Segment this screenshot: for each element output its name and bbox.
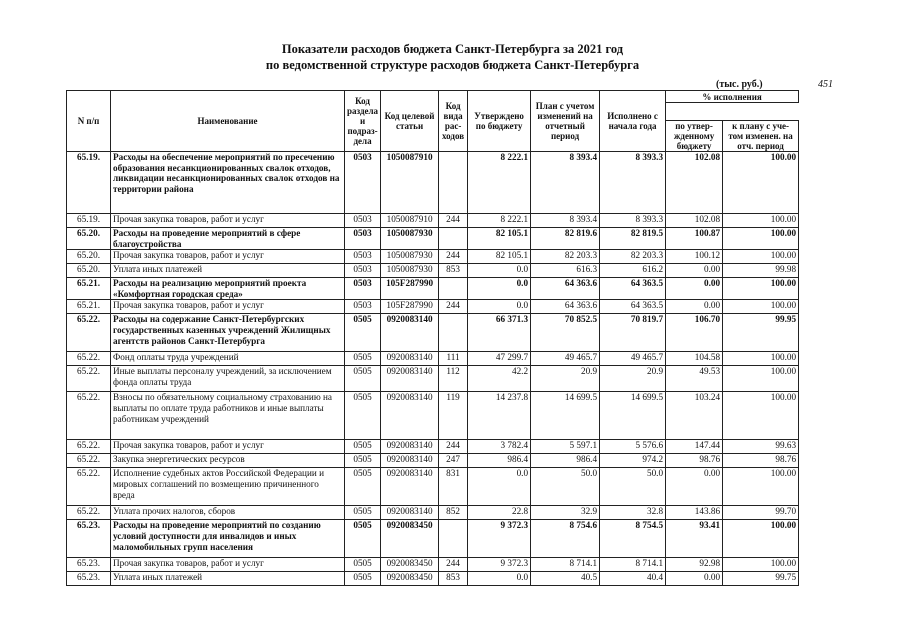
row-pct-plan: 99.63: [723, 440, 799, 454]
row-name: Закупка энергетических ресурсов: [111, 454, 345, 468]
document-title-line-1: Показатели расходов бюджета Санкт-Петербурга за 2021 год: [281, 42, 624, 56]
row-number: 65.22.: [67, 366, 111, 392]
row-pct-plan: 100.00: [723, 468, 799, 506]
row-plan: 82 819.6: [531, 228, 600, 250]
row-plan: 40.5: [531, 572, 600, 586]
row-target-code: 0920083140: [381, 314, 439, 352]
row-section-code: 0503: [345, 228, 381, 250]
row-executed: 20.9: [600, 366, 666, 392]
row-section-code: 0505: [345, 314, 381, 352]
row-kind-code: 244: [439, 250, 468, 264]
row-name: Уплата иных платежей: [111, 572, 345, 586]
header-pct-approved: по утвер-жденному бюджету: [666, 121, 723, 152]
row-pct-plan: 100.00: [723, 558, 799, 572]
row-pct-approved: 93.41: [666, 520, 723, 558]
row-target-code: 1050087930: [381, 250, 439, 264]
row-approved: 986.4: [468, 454, 531, 468]
row-pct-approved: 49.53: [666, 366, 723, 392]
row-name: Расходы на обеспечение мероприятий по пресечению образования несанкционированных свалок отходов, ликвидации несанкционированных свалок отходов на территории района: [111, 152, 345, 214]
row-pct-approved: 104.58: [666, 352, 723, 366]
row-number: 65.21.: [67, 278, 111, 300]
header-executed: Исполнено с начала года: [600, 91, 666, 152]
row-number: 65.19.: [67, 214, 111, 228]
table-row: [67, 278, 799, 300]
row-target-code: 0920083450: [381, 520, 439, 558]
row-number: 65.22.: [67, 352, 111, 366]
row-section-code: 0503: [345, 264, 381, 278]
row-executed: 40.4: [600, 572, 666, 586]
table-row: [67, 506, 799, 520]
row-section-code: 0503: [345, 214, 381, 228]
row-kind-code: 119: [439, 392, 468, 440]
row-plan: 8 393.4: [531, 152, 600, 214]
row-pct-approved: 143.86: [666, 506, 723, 520]
row-executed: 8 393.3: [600, 214, 666, 228]
row-executed: 50.0: [600, 468, 666, 506]
table-row: [67, 454, 799, 468]
row-pct-approved: 98.76: [666, 454, 723, 468]
row-pct-plan: 100.00: [723, 152, 799, 214]
row-pct-plan: 100.00: [723, 520, 799, 558]
table-row: [67, 572, 799, 586]
row-section-code: 0505: [345, 352, 381, 366]
document-title-line-2: по ведомственной структуре расходов бюджета Санкт-Петербурга: [265, 58, 640, 72]
row-approved: 3 782.4: [468, 440, 531, 454]
row-plan: 14 699.5: [531, 392, 600, 440]
row-target-code: 0920083140: [381, 454, 439, 468]
row-kind-code: 852: [439, 506, 468, 520]
row-pct-approved: 0.00: [666, 572, 723, 586]
row-executed: 64 363.5: [600, 300, 666, 314]
row-executed: 82 819.5: [600, 228, 666, 250]
row-number: 65.21.: [67, 300, 111, 314]
row-target-code: 0920083140: [381, 352, 439, 366]
row-executed: 32.8: [600, 506, 666, 520]
table-row: [67, 300, 799, 314]
table-row: [67, 366, 799, 392]
row-name: Прочая закупка товаров, работ и услуг: [111, 214, 345, 228]
row-pct-approved: 106.70: [666, 314, 723, 352]
row-pct-plan: 100.00: [723, 214, 799, 228]
table-row: [67, 152, 799, 214]
header-num: N п/п: [67, 91, 111, 152]
row-approved: 0.0: [468, 264, 531, 278]
row-section-code: 0505: [345, 454, 381, 468]
table-row: [67, 250, 799, 264]
row-name: Взносы по обязательному социальному страхованию на выплаты по оплате труда работников и иные выплаты работникам учреждений: [111, 392, 345, 440]
row-section-code: 0505: [345, 366, 381, 392]
header-kind-code: Код вида рас-ходов: [439, 91, 468, 152]
row-kind-code: 244: [439, 440, 468, 454]
row-section-code: 0505: [345, 558, 381, 572]
row-approved: 8 222.1: [468, 152, 531, 214]
row-pct-plan: 99.95: [723, 314, 799, 352]
row-pct-approved: 0.00: [666, 264, 723, 278]
row-approved: 9 372.3: [468, 520, 531, 558]
row-name: Расходы на проведение мероприятий по созданию условий доступности для инвалидов и иных маломобильных групп населения: [111, 520, 345, 558]
row-pct-plan: 100.00: [723, 228, 799, 250]
row-plan: 8 754.6: [531, 520, 600, 558]
row-approved: 82 105.1: [468, 228, 531, 250]
row-kind-code: [439, 520, 468, 558]
table-row: [67, 468, 799, 506]
row-number: 65.23.: [67, 572, 111, 586]
row-pct-approved: 0.00: [666, 278, 723, 300]
row-pct-approved: 0.00: [666, 300, 723, 314]
row-pct-approved: 102.08: [666, 214, 723, 228]
row-executed: 974.2: [600, 454, 666, 468]
row-executed: 49 465.7: [600, 352, 666, 366]
row-pct-plan: 100.00: [723, 366, 799, 392]
row-kind-code: [439, 314, 468, 352]
header-pct-plan: к плану с уче-том изменен. на отч. период: [723, 121, 799, 152]
row-plan: 8 393.4: [531, 214, 600, 228]
row-plan: 986.4: [531, 454, 600, 468]
header-name: Наименование: [111, 91, 345, 152]
row-pct-plan: 100.00: [723, 392, 799, 440]
row-pct-plan: 100.00: [723, 278, 799, 300]
row-kind-code: 853: [439, 264, 468, 278]
row-target-code: 105F287990: [381, 278, 439, 300]
row-plan: 49 465.7: [531, 352, 600, 366]
row-number: 65.22.: [67, 314, 111, 352]
row-kind-code: 831: [439, 468, 468, 506]
row-approved: 47 299.7: [468, 352, 531, 366]
row-name: Расходы на реализацию мероприятий проекта «Комфортная городская среда»: [111, 278, 345, 300]
header-section-code: Код раздела и подраз-дела: [345, 91, 381, 152]
table-row: [67, 264, 799, 278]
row-kind-code: 247: [439, 454, 468, 468]
row-target-code: 0920083140: [381, 468, 439, 506]
row-executed: 8 393.3: [600, 152, 666, 214]
row-target-code: 0920083140: [381, 392, 439, 440]
row-kind-code: 853: [439, 572, 468, 586]
row-name: Прочая закупка товаров, работ и услуг: [111, 250, 345, 264]
row-name: Расходы на содержание Санкт-Петербургских государственных казенных учреждений Жилищных агентств районов Санкт-Петербурга: [111, 314, 345, 352]
row-approved: 8 222.1: [468, 214, 531, 228]
row-approved: 82 105.1: [468, 250, 531, 264]
row-pct-approved: 102.08: [666, 152, 723, 214]
row-pct-approved: 100.87: [666, 228, 723, 250]
table-row: [67, 520, 799, 558]
row-number: 65.22.: [67, 506, 111, 520]
table-row: [67, 392, 799, 440]
row-pct-approved: 103.24: [666, 392, 723, 440]
row-name: Прочая закупка товаров, работ и услуг: [111, 440, 345, 454]
row-kind-code: [439, 152, 468, 214]
row-name: Прочая закупка товаров, работ и услуг: [111, 558, 345, 572]
row-pct-plan: 100.00: [723, 300, 799, 314]
row-section-code: 0503: [345, 152, 381, 214]
row-number: 65.20.: [67, 250, 111, 264]
row-number: 65.22.: [67, 468, 111, 506]
row-section-code: 0505: [345, 572, 381, 586]
row-plan: 32.9: [531, 506, 600, 520]
row-name: Фонд оплаты труда учреждений: [111, 352, 345, 366]
row-number: 65.22.: [67, 392, 111, 440]
page-number: 451: [818, 79, 833, 90]
row-name: Исполнение судебных актов Российской Федерации и мировых соглашений по возмещению причиненного вреда: [111, 468, 345, 506]
row-pct-approved: 0.00: [666, 468, 723, 506]
row-kind-code: 111: [439, 352, 468, 366]
row-pct-plan: 100.00: [723, 250, 799, 264]
table-row: [67, 314, 799, 352]
row-target-code: 1050087910: [381, 214, 439, 228]
header-plan: План с учетом изменений на отчетный период: [531, 91, 600, 152]
row-pct-approved: 100.12: [666, 250, 723, 264]
row-number: 65.20.: [67, 264, 111, 278]
header-approved: Утверждено по бюджету: [468, 91, 531, 152]
row-target-code: 1050087930: [381, 228, 439, 250]
row-number: 65.23.: [67, 520, 111, 558]
row-kind-code: 112: [439, 366, 468, 392]
row-name: Уплата иных платежей: [111, 264, 345, 278]
row-executed: 70 819.7: [600, 314, 666, 352]
row-pct-plan: 99.70: [723, 506, 799, 520]
row-plan: 82 203.3: [531, 250, 600, 264]
table-row: [67, 440, 799, 454]
units-label: (тыс. руб.): [716, 79, 763, 90]
row-section-code: 0505: [345, 440, 381, 454]
row-approved: 66 371.3: [468, 314, 531, 352]
row-number: 65.23.: [67, 558, 111, 572]
row-pct-approved: 92.98: [666, 558, 723, 572]
row-plan: 50.0: [531, 468, 600, 506]
table-row: [67, 228, 799, 250]
row-pct-plan: 100.00: [723, 352, 799, 366]
row-section-code: 0503: [345, 300, 381, 314]
row-section-code: 0503: [345, 278, 381, 300]
row-target-code: 1050087910: [381, 152, 439, 214]
row-kind-code: 244: [439, 558, 468, 572]
header-target-code: Код целевой статьи: [381, 91, 439, 152]
row-name: Уплата прочих налогов, сборов: [111, 506, 345, 520]
row-number: 65.22.: [67, 454, 111, 468]
row-pct-plan: 98.76: [723, 454, 799, 468]
row-section-code: 0503: [345, 250, 381, 264]
row-section-code: 0505: [345, 506, 381, 520]
row-plan: 70 852.5: [531, 314, 600, 352]
row-plan: 616.3: [531, 264, 600, 278]
budget-table: [66, 90, 799, 586]
row-target-code: 0920083140: [381, 440, 439, 454]
row-target-code: 0920083140: [381, 366, 439, 392]
row-kind-code: [439, 228, 468, 250]
header-pct-group: % исполнения: [666, 91, 799, 103]
row-executed: 64 363.5: [600, 278, 666, 300]
row-number: 65.19.: [67, 152, 111, 214]
row-executed: 82 203.3: [600, 250, 666, 264]
row-section-code: 0505: [345, 468, 381, 506]
row-target-code: 0920083450: [381, 572, 439, 586]
row-approved: 9 372.3: [468, 558, 531, 572]
row-name: Иные выплаты персоналу учреждений, за исключением фонда оплаты труда: [111, 366, 345, 392]
row-section-code: 0505: [345, 520, 381, 558]
row-plan: 20.9: [531, 366, 600, 392]
row-approved: 42.2: [468, 366, 531, 392]
row-pct-plan: 99.75: [723, 572, 799, 586]
row-plan: 64 363.6: [531, 300, 600, 314]
row-plan: 8 714.1: [531, 558, 600, 572]
row-name: Расходы на проведение мероприятий в сфере благоустройства: [111, 228, 345, 250]
row-approved: 14 237.8: [468, 392, 531, 440]
table-row: [67, 352, 799, 366]
row-target-code: 105F287990: [381, 300, 439, 314]
row-executed: 5 576.6: [600, 440, 666, 454]
row-executed: 616.2: [600, 264, 666, 278]
row-approved: 0.0: [468, 572, 531, 586]
row-approved: 0.0: [468, 300, 531, 314]
row-approved: 0.0: [468, 468, 531, 506]
row-pct-plan: 99.98: [723, 264, 799, 278]
row-executed: 14 699.5: [600, 392, 666, 440]
row-number: 65.22.: [67, 440, 111, 454]
table-row: [67, 214, 799, 228]
row-kind-code: 244: [439, 300, 468, 314]
row-name: Прочая закупка товаров, работ и услуг: [111, 300, 345, 314]
row-plan: 64 363.6: [531, 278, 600, 300]
row-pct-approved: 147.44: [666, 440, 723, 454]
row-target-code: 1050087930: [381, 264, 439, 278]
row-kind-code: [439, 278, 468, 300]
row-executed: 8 714.1: [600, 558, 666, 572]
row-kind-code: 244: [439, 214, 468, 228]
row-number: 65.20.: [67, 228, 111, 250]
row-approved: 22.8: [468, 506, 531, 520]
row-target-code: 0920083450: [381, 558, 439, 572]
row-plan: 5 597.1: [531, 440, 600, 454]
row-section-code: 0505: [345, 392, 381, 440]
table-row: [67, 558, 799, 572]
row-executed: 8 754.5: [600, 520, 666, 558]
row-target-code: 0920083140: [381, 506, 439, 520]
row-approved: 0.0: [468, 278, 531, 300]
